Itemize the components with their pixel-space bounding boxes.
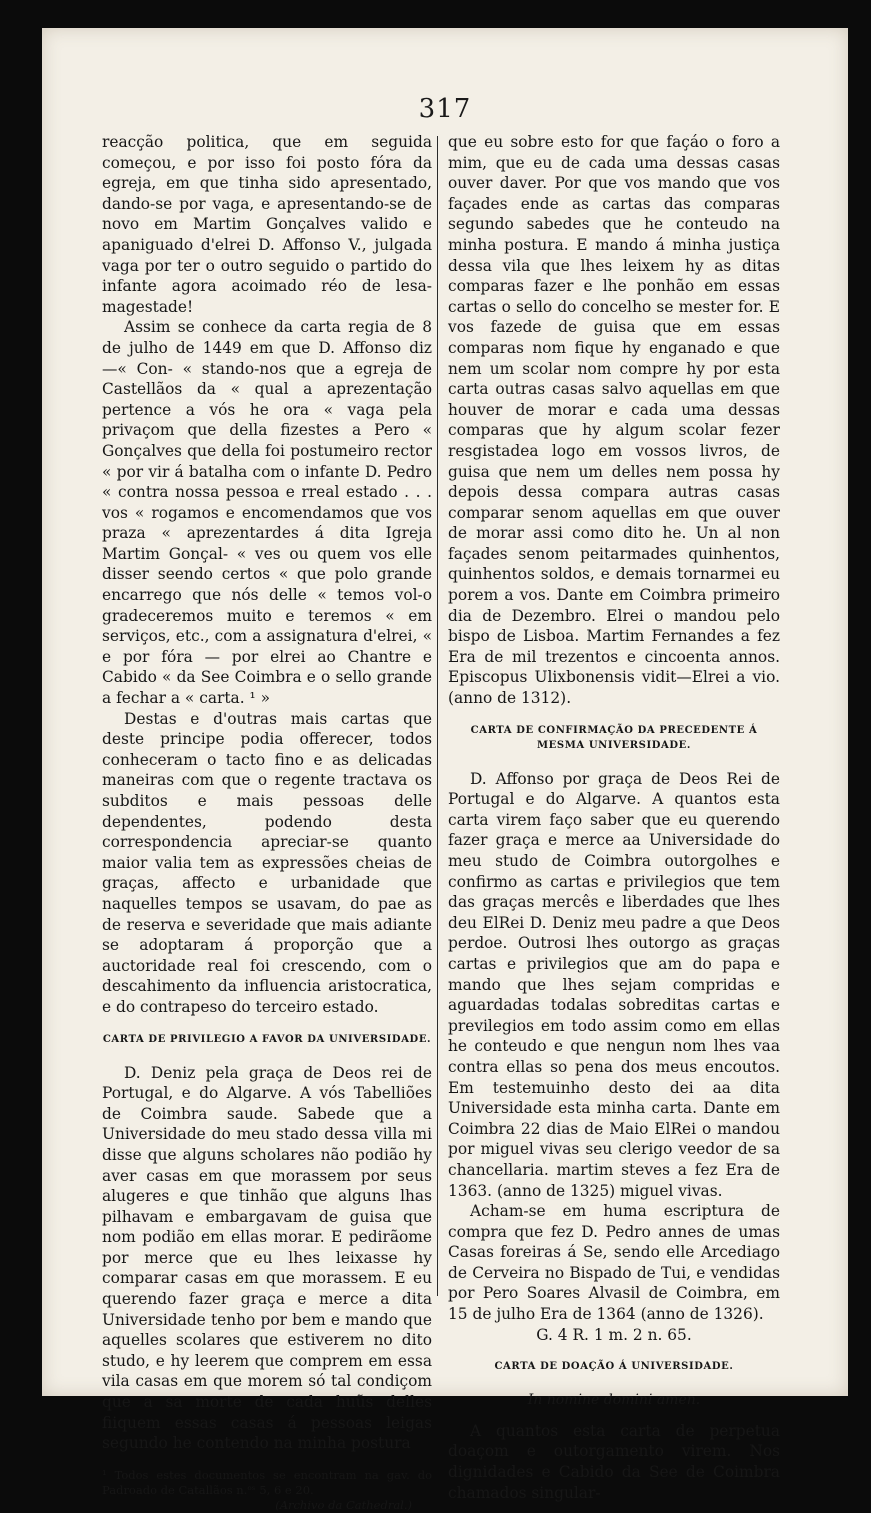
archive-reference: G. 4 R. 1 m. 2 n. 65. bbox=[536, 1325, 692, 1344]
page-number: 317 bbox=[418, 94, 472, 124]
right-column bbox=[448, 132, 780, 1503]
paragraph: que eu sobre esto for que façáo o foro a mim, que eu de cada uma dessas casas ouver daver. Por que vos mando que vos façades ende as cartas das comparas segundo sabedes que he conteudo na minha postura. E mando á minha justiça dessa vila que lhes leixem hy as ditas comparas fazer e lhe ponhão em essas cartas o sello do concelho se mester for. E vos fazede de guisa que em essas comparas nom fique hy enganado e que nem um scolar nom compre hy por esta carta outras casas salvo aquellas em que houver de morar e cada uma dessas comparas que hy algum scolar fezer resgistadea logo em vossos livros, de guisa que nem um delles nem possa hy depois dessa compara autras casas comparar senom aquellas em que ouver de morar assi como dito he. Un al non façades senom peitarmades quinhentos, quinhentos soldos, e demais tornarmei eu porem a vos. Dante em Coimbra primeiro dia de Dezembro. Elrei o mandou pelo bispo de Lisboa. Martim Fernandes a fez Era de mil trezentos e cincoenta annos. Episcopus Ulixbonensis vidit—Elrei a vio. (anno de 1312). bbox=[448, 133, 780, 708]
book-page bbox=[42, 28, 848, 1512]
footnote-source: (Archivo da Cathedral.) bbox=[275, 1497, 412, 1512]
paragraph: Destas e d'outras mais cartas que deste principe podia offerecer, todos conheceram o tacto fino e as delicadas maneiras com que o regente tractava os subditos e mais pessoas delle dependentes, podendo desta correspondencia apreciar-se quanto maior valia tem as expressões cheias de graças, affecto e urbanidade que naquelles tempos se usavam, do pae as de reserva e severidade que mais adiante se adoptaram á proporção que a auctoridade real foi crescendo, com o descahimento da influencia aristocratica, e do contrapeso do terceiro estado. bbox=[102, 709, 432, 1016]
section-heading-privilegio: CARTA DE PRIVILEGIO A FAVOR DA UNIVERSIDADE. bbox=[102, 1033, 432, 1045]
invocation: In nomine domini amen. bbox=[527, 1392, 701, 1409]
section-heading-doacao: CARTA DE DOAÇÃO Á UNIVERSIDADE. bbox=[494, 1361, 734, 1373]
paragraph-quoted-letter: Assim se conhece da carta regia de 8 de julho de 1449 em que D. Affonso diz—« Con- « stando-nos que a egreja de Castellãos da « qual a aprezentação pertence a vós he ora « vaga pela privaçom que della fizestes a Pero « Gonçalves que della foi postumeiro rector « por vir á batalha com o infante D. Pedro « contra nossa pessoa e rreal estado . . . vos « rogamos e encomendamos que vos praza « aprezentardes á dita Igreja Martim Gonçal- « ves ou quem vos elle disser seendo certos « que polo grande encarrego que nós delle « temos vol-o gradeceremos muito e teremos « em serviços, etc., com a assignatura d'elrei, « e por fóra — por elrei ao Chantre e Cabido « da See Coimbra e o sello grande a fechar a « carta. ¹ » bbox=[102, 318, 432, 708]
paragraph: reacção politica, que em seguida começou, e por isso foi posto fóra da egreja, em que tinha sido apresentado, dando-se por vaga, e apresentando-se de novo em Martim Gonçalves valido e apaniguado d'elrei D. Affonso V., julgada vaga por ter o outro seguido o partido do infante agora acoimado réo de lesa-magestade! bbox=[102, 133, 432, 316]
column-divider bbox=[437, 136, 438, 1296]
paragraph: A quantos esta carta de perpetua doaçom e outorgamento virem. Nos dignidades e Cabido da See de Coimbra chamados singular- bbox=[448, 1421, 780, 1502]
paragraph-letter-text: D. Deniz pela graça de Deos rei de Portugal, e do Algarve. A vós Tabelliões de Coimbra saude. Sabede que a Universidade do meu stado dessa villa mi disse que alguns scholares não podião hy aver casas em que morassem por seus alugeres e que tinhão que alguns lhas pilhavam e embargavam de guisa que nom podião em ellas morar. E pedirãome por merce que eu lhes leixasse hy comparar casas em que morassem. E eu querendo fazer graça e merce a dita Universidade tenho por bem e mando que aquelles scolares que estiverem no dito studo, e hy leerem que comprem em essa vila casas em que morem só tal condiçom que a sa morte de cada huũs delles fiiquem essas casas á pessoas leigas segundo he contendo na minha postura bbox=[102, 1063, 432, 1453]
paragraph: Acham-se em huma escriptura de compra que fez D. Pedro annes de umas Casas foreiras á Se, sendo elle Arcediago de Cerveira no Bispado de Tui, e vendidas por Pero Soares Alvasil de Coimbra, em 15 de julho Era de 1364 (anno de 1326). bbox=[448, 1202, 780, 1324]
left-column bbox=[102, 132, 432, 1513]
paragraph-letter-text: D. Affonso por graça de Deos Rei de Portugal e do Algarve. A quantos esta carta virem faço saber que eu querendo fazer graça e merce aa Universidade do meu studo de Coimbra outorgolhes e confirmo as cartas e privilegios que tem das graças mercês e liberdades que lhes deu ElRei D. Deniz meu padre a que Deos perdoe. Outrosi lhes outorgo as graças cartas e privilegios que am do papa e mando que lhes sejam compridas e aguardadas todalas sobreditas cartas e previlegios em todo assim como em ellas he conteudo e que nengun nom lhes vaa contra ellas so pena dos meus encoutos. Em testemuinho desto dei aa dita Universidade esta minha carta. Dante em Coimbra 22 dias de Maio ElRei o mandou por miguel vivas seu clerigo veedor de sa chancellaria. martim steves a fez Era de 1363. (anno de 1325) miguel vivas. bbox=[448, 769, 780, 1200]
footnote bbox=[102, 1468, 432, 1513]
footnote-text: ¹ Todos estes documentos se encontram na gav. do Padroado de Catallãos n.ᵒˢ 5, 6 e 20. bbox=[102, 1467, 432, 1497]
section-heading-confirmacao: CARTA DE CONFIRMAÇÃO DA PRECEDENTE Á MESMA UNIVERSIDADE. bbox=[470, 724, 758, 751]
